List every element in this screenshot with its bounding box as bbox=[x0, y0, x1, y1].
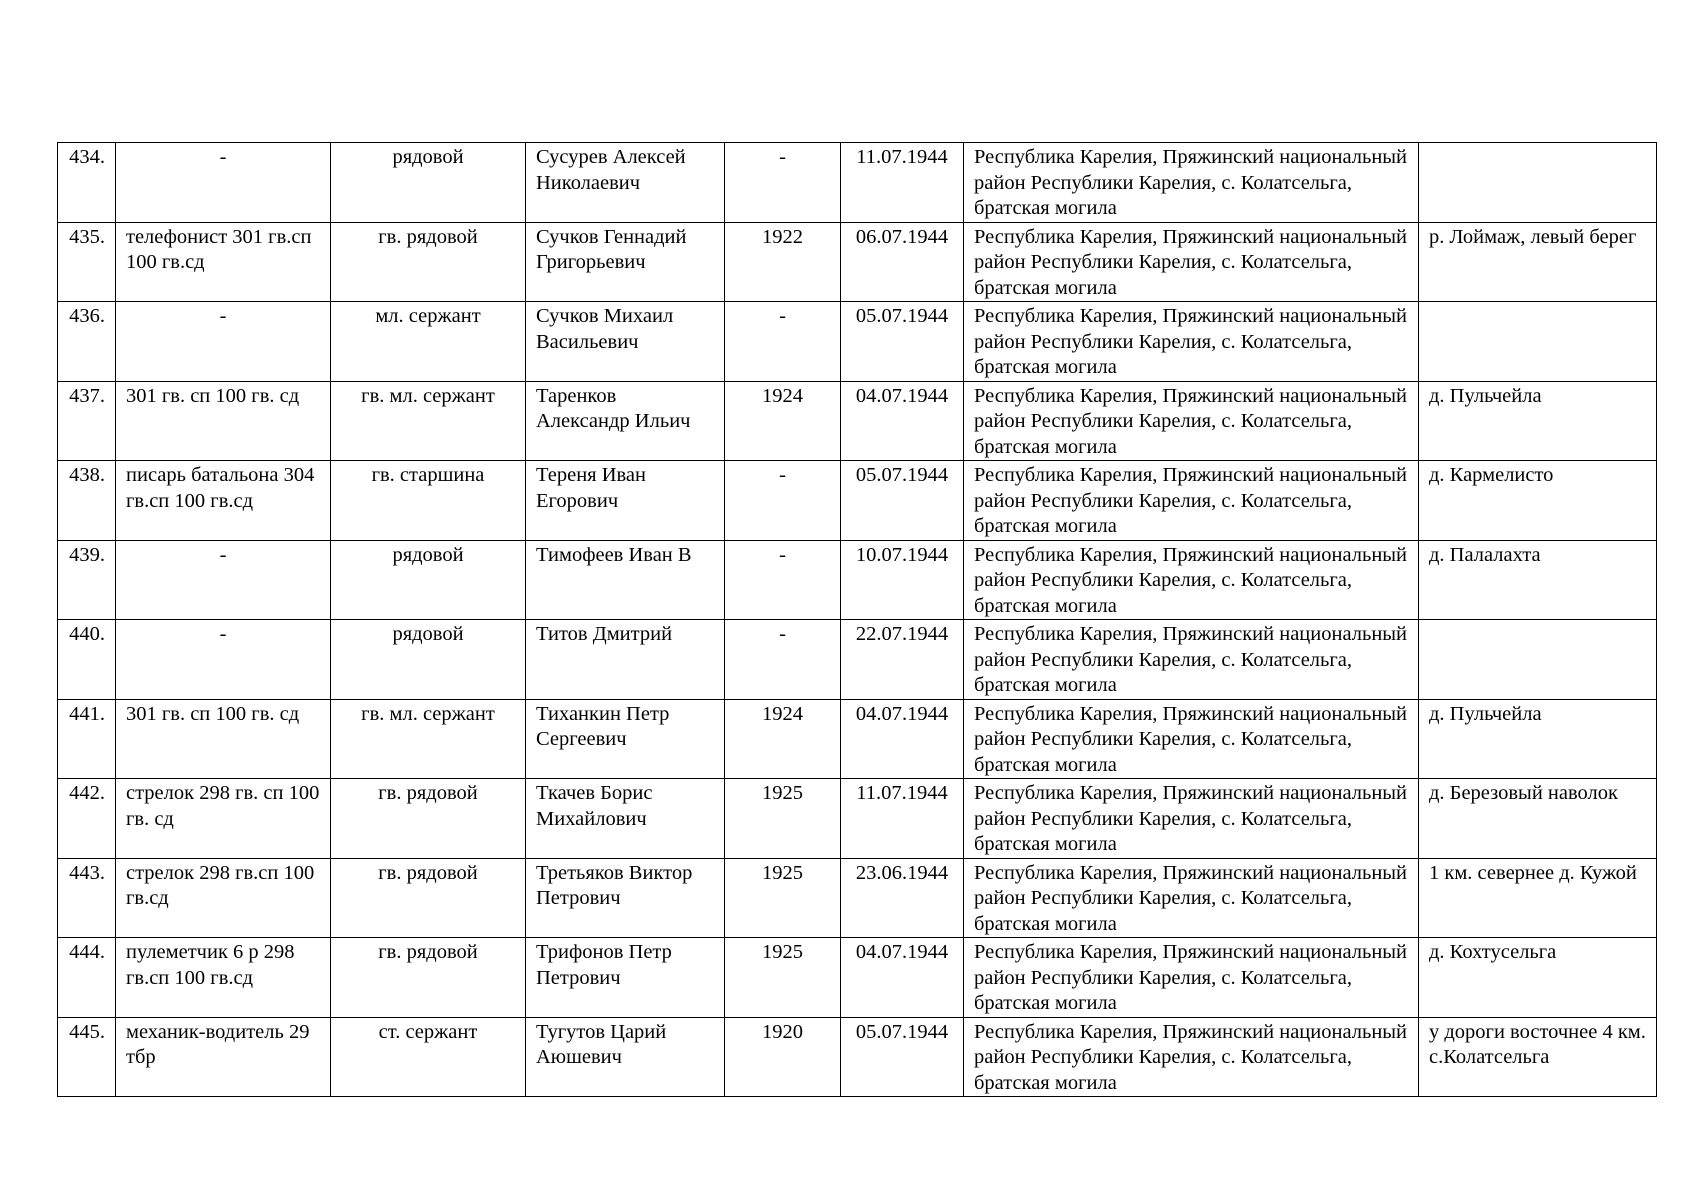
full-name-cell: Сусурев Алексей Николаевич bbox=[526, 143, 725, 223]
military-rank-cell: рядовой bbox=[331, 540, 526, 620]
birth-year-cell: 1920 bbox=[725, 1017, 841, 1097]
burial-place-cell: Республика Карелия, Пряжинский национальный район Республики Карелия, с. Колатсельга, братская могила bbox=[964, 381, 1419, 461]
full-name-cell: Тимофеев Иван В bbox=[526, 540, 725, 620]
death-date-cell: 06.07.1944 bbox=[841, 222, 964, 302]
military-rank-cell: гв. рядовой bbox=[331, 222, 526, 302]
record-number-cell: 444. bbox=[58, 938, 116, 1018]
death-place-cell bbox=[1419, 620, 1657, 700]
full-name-cell: Тереня Иван Егорович bbox=[526, 461, 725, 541]
birth-year-cell: - bbox=[725, 540, 841, 620]
table-row bbox=[58, 938, 1657, 1018]
military-rank-cell: гв. рядовой bbox=[331, 938, 526, 1018]
burial-place-cell: Республика Карелия, Пряжинский национальный район Республики Карелия, с. Колатсельга, братская могила bbox=[964, 302, 1419, 382]
military-rank-cell: гв. мл. сержант bbox=[331, 381, 526, 461]
death-place-cell: д. Березовый наволок bbox=[1419, 779, 1657, 859]
record-number-cell: 436. bbox=[58, 302, 116, 382]
military-unit-cell: механик-водитель 29 тбр bbox=[116, 1017, 331, 1097]
military-unit-cell: - bbox=[116, 302, 331, 382]
table-row bbox=[58, 222, 1657, 302]
full-name-cell: Таренков Александр Ильич bbox=[526, 381, 725, 461]
death-date-cell: 04.07.1944 bbox=[841, 938, 964, 1018]
burial-place-cell: Республика Карелия, Пряжинский национальный район Республики Карелия, с. Колатсельга, братская могила bbox=[964, 461, 1419, 541]
military-unit-cell: - bbox=[116, 540, 331, 620]
death-place-cell: д. Кармелисто bbox=[1419, 461, 1657, 541]
burial-place-cell: Республика Карелия, Пряжинский национальный район Республики Карелия, с. Колатсельга, братская могила bbox=[964, 620, 1419, 700]
table-row bbox=[58, 1017, 1657, 1097]
birth-year-cell: - bbox=[725, 302, 841, 382]
death-date-cell: 05.07.1944 bbox=[841, 302, 964, 382]
record-number-cell: 442. bbox=[58, 779, 116, 859]
birth-year-cell: - bbox=[725, 461, 841, 541]
military-rank-cell: гв. рядовой bbox=[331, 779, 526, 859]
military-unit-cell: стрелок 298 гв.сп 100 гв.сд bbox=[116, 858, 331, 938]
military-unit-cell: телефонист 301 гв.сп 100 гв.сд bbox=[116, 222, 331, 302]
birth-year-cell: 1925 bbox=[725, 858, 841, 938]
full-name-cell: Трифонов Петр Петрович bbox=[526, 938, 725, 1018]
burial-place-cell: Республика Карелия, Пряжинский национальный район Республики Карелия, с. Колатсельга, братская могила bbox=[964, 1017, 1419, 1097]
death-date-cell: 05.07.1944 bbox=[841, 1017, 964, 1097]
military-rank-cell: рядовой bbox=[331, 620, 526, 700]
military-rank-cell: ст. сержант bbox=[331, 1017, 526, 1097]
military-rank-cell: гв. старшина bbox=[331, 461, 526, 541]
death-place-cell: д. Палалахта bbox=[1419, 540, 1657, 620]
military-unit-cell: стрелок 298 гв. сп 100 гв. сд bbox=[116, 779, 331, 859]
military-rank-cell: мл. сержант bbox=[331, 302, 526, 382]
birth-year-cell: 1922 bbox=[725, 222, 841, 302]
death-date-cell: 05.07.1944 bbox=[841, 461, 964, 541]
birth-year-cell: 1925 bbox=[725, 779, 841, 859]
record-number-cell: 445. bbox=[58, 1017, 116, 1097]
death-date-cell: 04.07.1944 bbox=[841, 381, 964, 461]
military-unit-cell: 301 гв. сп 100 гв. сд bbox=[116, 699, 331, 779]
full-name-cell: Сучков Михаил Васильевич bbox=[526, 302, 725, 382]
death-place-cell bbox=[1419, 302, 1657, 382]
military-unit-cell: - bbox=[116, 143, 331, 223]
full-name-cell: Тугутов Царий Аюшевич bbox=[526, 1017, 725, 1097]
birth-year-cell: - bbox=[725, 620, 841, 700]
table-row bbox=[58, 461, 1657, 541]
full-name-cell: Сучков Геннадий Григорьевич bbox=[526, 222, 725, 302]
military-unit-cell: писарь батальона 304 гв.сп 100 гв.сд bbox=[116, 461, 331, 541]
death-place-cell: д. Пульчейла bbox=[1419, 699, 1657, 779]
death-place-cell: р. Лоймаж, левый берег bbox=[1419, 222, 1657, 302]
death-place-cell: у дороги восточнее 4 км. с.Колатсельга bbox=[1419, 1017, 1657, 1097]
burial-records-table bbox=[57, 142, 1657, 1097]
record-number-cell: 434. bbox=[58, 143, 116, 223]
table-row bbox=[58, 858, 1657, 938]
table-row bbox=[58, 381, 1657, 461]
full-name-cell: Третьяков Виктор Петрович bbox=[526, 858, 725, 938]
record-number-cell: 435. bbox=[58, 222, 116, 302]
death-date-cell: 10.07.1944 bbox=[841, 540, 964, 620]
table-row bbox=[58, 302, 1657, 382]
record-number-cell: 438. bbox=[58, 461, 116, 541]
burial-place-cell: Республика Карелия, Пряжинский национальный район Республики Карелия, с. Колатсельга, братская могила bbox=[964, 699, 1419, 779]
death-place-cell: 1 км. севернее д. Кужой bbox=[1419, 858, 1657, 938]
table-row bbox=[58, 779, 1657, 859]
table-body bbox=[58, 143, 1657, 1097]
record-number-cell: 443. bbox=[58, 858, 116, 938]
birth-year-cell: 1925 bbox=[725, 938, 841, 1018]
table-row bbox=[58, 620, 1657, 700]
burial-place-cell: Республика Карелия, Пряжинский национальный район Республики Карелия, с. Колатсельга, братская могила bbox=[964, 858, 1419, 938]
birth-year-cell: - bbox=[725, 143, 841, 223]
military-unit-cell: - bbox=[116, 620, 331, 700]
record-number-cell: 440. bbox=[58, 620, 116, 700]
birth-year-cell: 1924 bbox=[725, 699, 841, 779]
death-date-cell: 22.07.1944 bbox=[841, 620, 964, 700]
full-name-cell: Ткачев Борис Михайлович bbox=[526, 779, 725, 859]
military-rank-cell: рядовой bbox=[331, 143, 526, 223]
burial-place-cell: Республика Карелия, Пряжинский национальный район Республики Карелия, с. Колатсельга, братская могила bbox=[964, 938, 1419, 1018]
burial-place-cell: Республика Карелия, Пряжинский национальный район Республики Карелия, с. Колатсельга, братская могила bbox=[964, 540, 1419, 620]
death-date-cell: 11.07.1944 bbox=[841, 779, 964, 859]
burial-place-cell: Республика Карелия, Пряжинский национальный район Республики Карелия, с. Колатсельга, братская могила bbox=[964, 143, 1419, 223]
death-place-cell bbox=[1419, 143, 1657, 223]
military-unit-cell: 301 гв. сп 100 гв. сд bbox=[116, 381, 331, 461]
table-row bbox=[58, 699, 1657, 779]
death-place-cell: д. Кохтусельга bbox=[1419, 938, 1657, 1018]
death-place-cell: д. Пульчейла bbox=[1419, 381, 1657, 461]
record-number-cell: 439. bbox=[58, 540, 116, 620]
record-number-cell: 441. bbox=[58, 699, 116, 779]
military-rank-cell: гв. рядовой bbox=[331, 858, 526, 938]
military-rank-cell: гв. мл. сержант bbox=[331, 699, 526, 779]
table-row bbox=[58, 143, 1657, 223]
full-name-cell: Титов Дмитрий bbox=[526, 620, 725, 700]
table-row bbox=[58, 540, 1657, 620]
record-number-cell: 437. bbox=[58, 381, 116, 461]
military-unit-cell: пулеметчик 6 р 298 гв.сп 100 гв.сд bbox=[116, 938, 331, 1018]
birth-year-cell: 1924 bbox=[725, 381, 841, 461]
death-date-cell: 11.07.1944 bbox=[841, 143, 964, 223]
death-date-cell: 23.06.1944 bbox=[841, 858, 964, 938]
full-name-cell: Тиханкин Петр Сергеевич bbox=[526, 699, 725, 779]
burial-place-cell: Республика Карелия, Пряжинский национальный район Республики Карелия, с. Колатсельга, братская могила bbox=[964, 779, 1419, 859]
death-date-cell: 04.07.1944 bbox=[841, 699, 964, 779]
burial-place-cell: Республика Карелия, Пряжинский национальный район Республики Карелия, с. Колатсельга, братская могила bbox=[964, 222, 1419, 302]
